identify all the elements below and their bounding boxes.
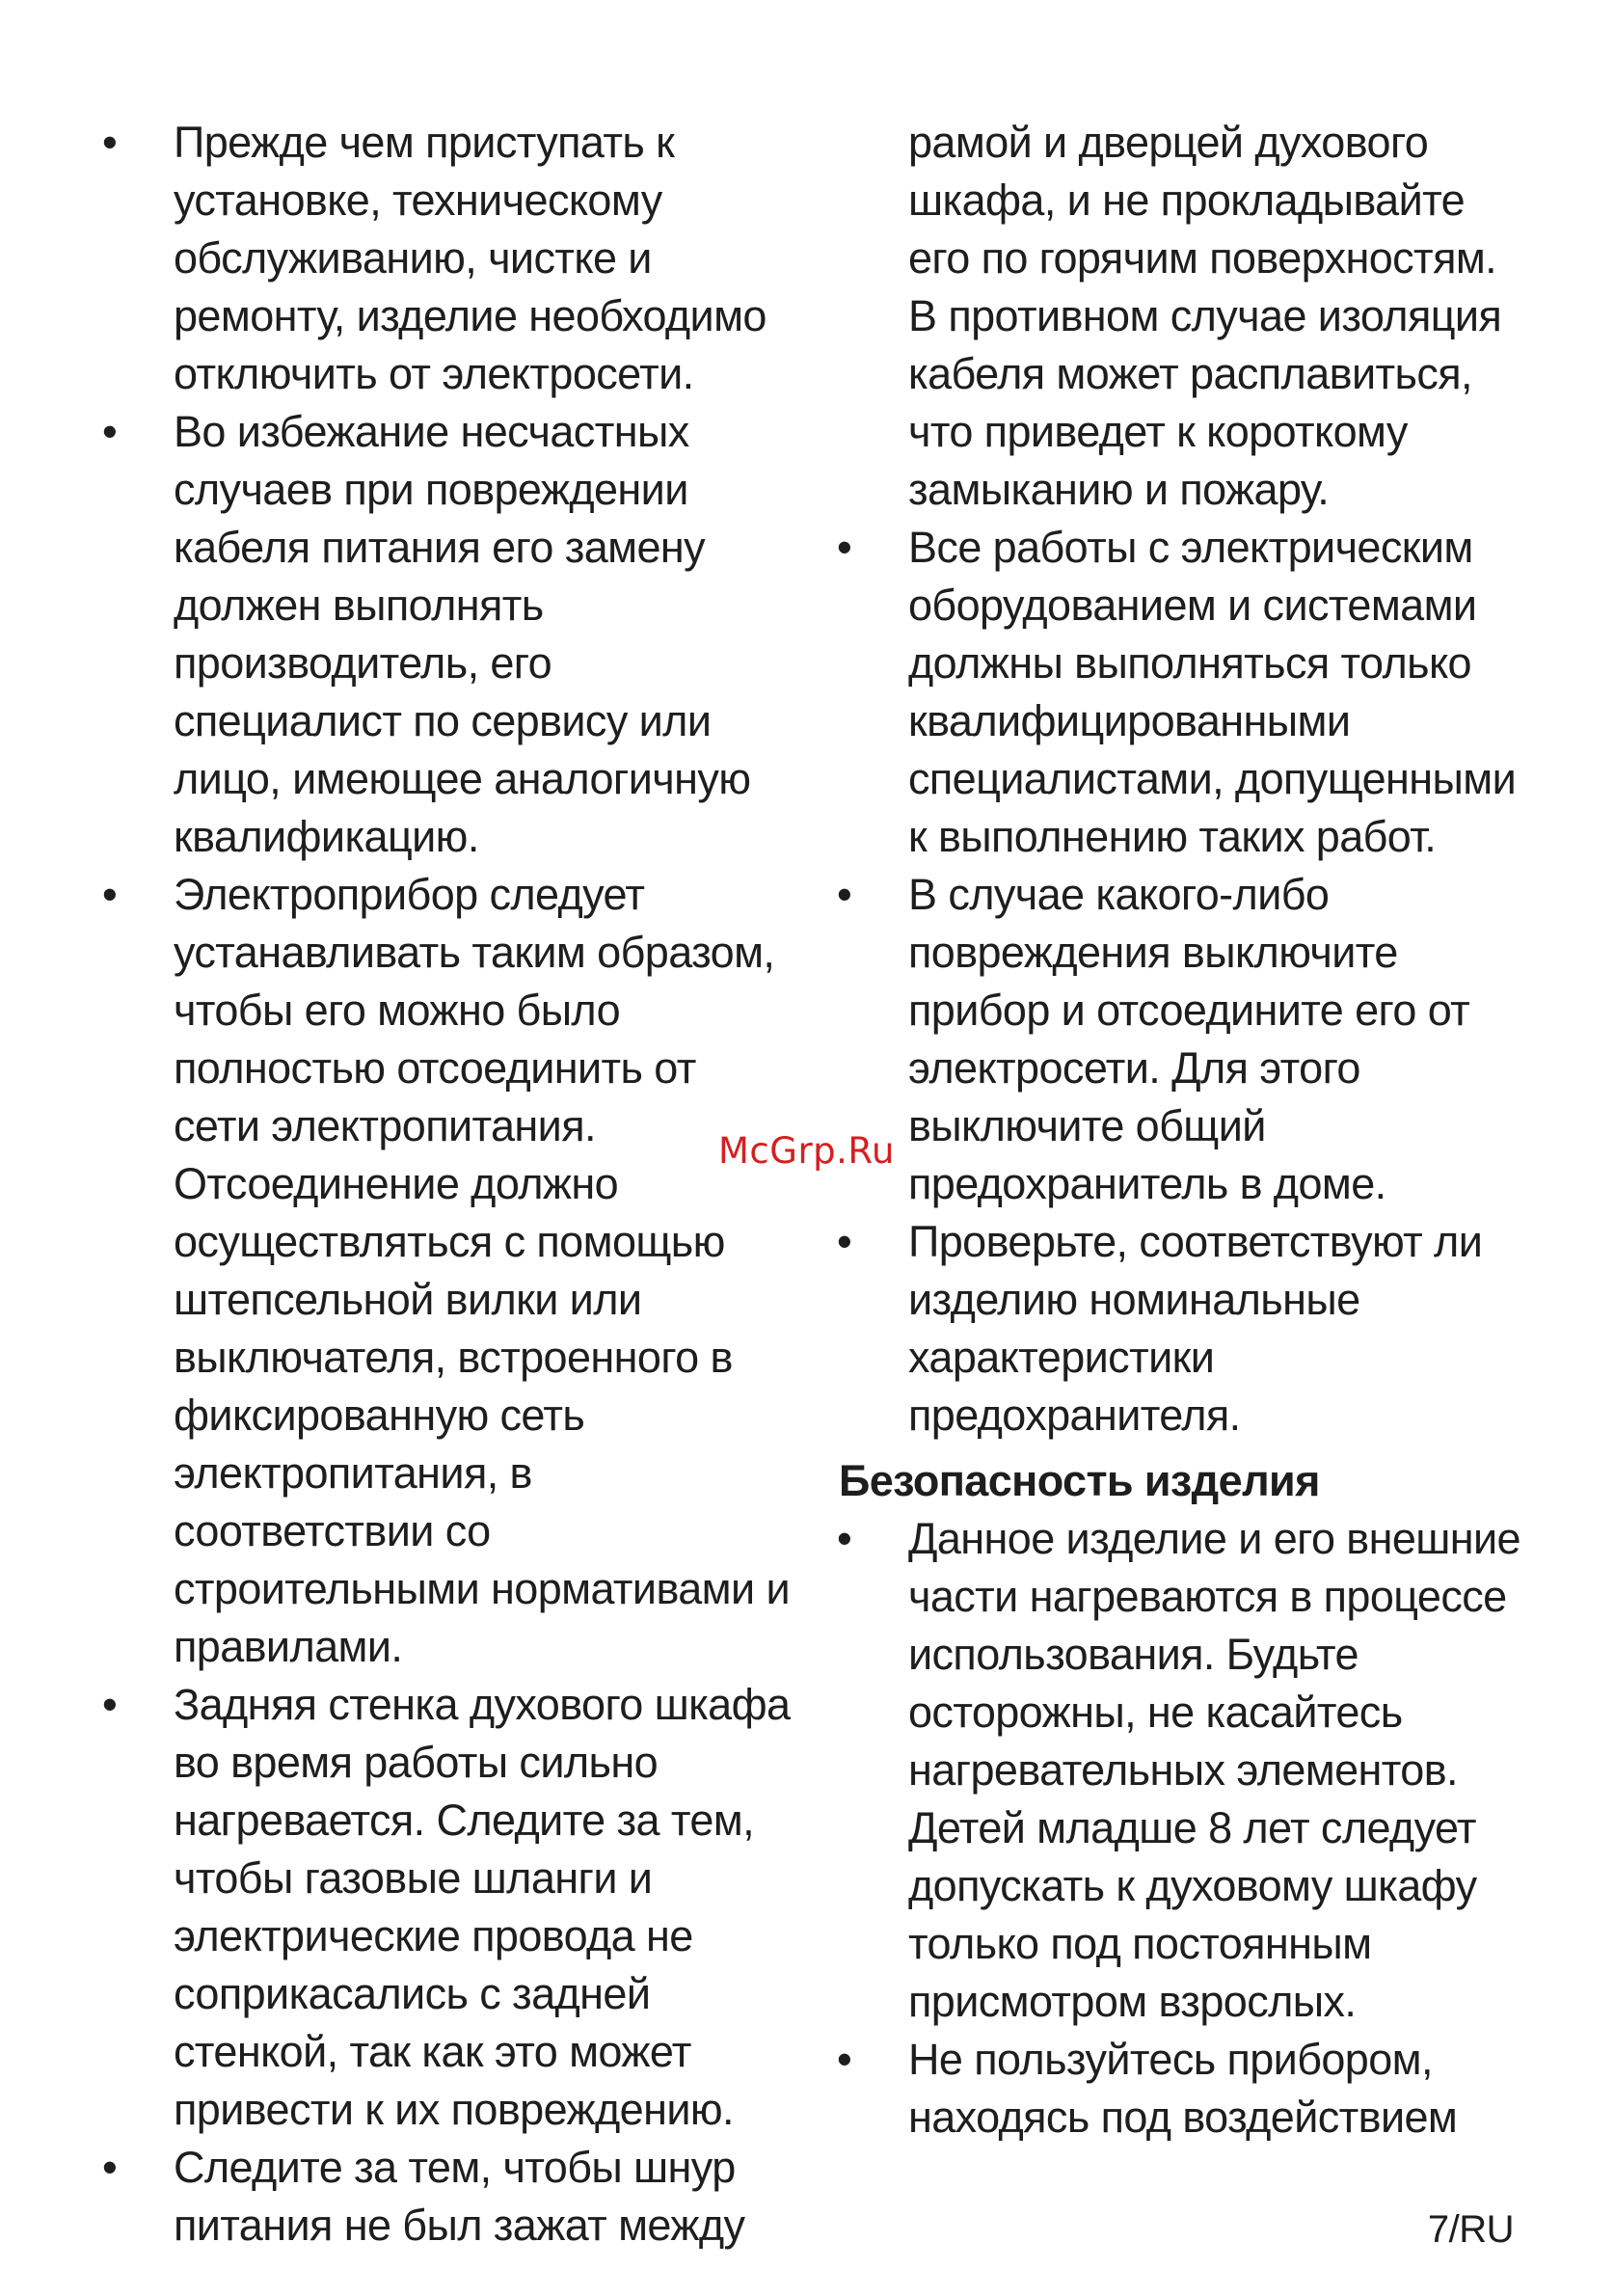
list-item: • Во избежание несчастных случаев при повреждении кабеля питания его замену должен выполнять производитель, его специалист по сервису или лицо, имеющее аналогичную квалификацию. bbox=[96, 403, 791, 866]
list-item: • В случае какого-либо повреждения выключите прибор и отсоедините его от электросети. Для этого выключите общий предохранитель в доме. bbox=[831, 866, 1535, 1213]
left-bullet-list bbox=[96, 114, 791, 2255]
list-item: • Следите за тем, чтобы шнур питания не был зажат между bbox=[96, 2139, 791, 2255]
list-item: • Проверьте, соответствуют ли изделию номинальные характеристики предохранителя. bbox=[831, 1213, 1535, 1445]
list-item: • Все работы с электрическим оборудованием и системами должны выполняться только квалифицированными специалистами, допущенными к выполнению таких работ. bbox=[831, 519, 1535, 866]
list-item: • Прежде чем приступать к установке, техническому обслуживанию, чистке и ремонту, изделие необходимо отключить от электросети. bbox=[96, 114, 791, 403]
list-item: • Электроприбор следует устанавливать таким образом, чтобы его можно было полностью отсоединить от сети электропитания. Отсоединение должно осуществляться с помощью штепсельной вилки или выключателя, встроенного в фиксированную сеть электропитания, в соответствии со строительными нормативами и правилами. bbox=[96, 866, 791, 1676]
list-item: • Задняя стенка духового шкафа во время работы сильно нагревается. Следите за тем, чтобы газовые шланги и электрические провода не соприкасались с задней стенкой, так как это может привести к их повреждению. bbox=[96, 1676, 791, 2139]
continued-text: рамой и дверцей духового шкафа, и не прокладывайте его по горячим поверхностям. В противном случае изоляция кабеля может расплавиться, что приведет к короткому замыканию и пожару. bbox=[908, 118, 1502, 514]
product-safety-list bbox=[831, 1510, 1535, 2147]
right-column bbox=[831, 114, 1535, 2147]
section-heading: Безопасность изделия bbox=[839, 1456, 1320, 1505]
page-number: 7/RU bbox=[1427, 2208, 1514, 2251]
list-item: • Данное изделие и его внешние части нагреваются в процессе использования. Будьте осторожны, не касайтесь нагревательных элементов. Детей младше 8 лет следует допускать к духовому шкафу только под постоянным присмотром взрослых. bbox=[831, 1510, 1535, 2031]
watermark: McGrp.Ru bbox=[718, 1130, 895, 1172]
right-bullet-list bbox=[831, 519, 1535, 1445]
list-item: • Не пользуйтесь прибором, находясь под воздействием bbox=[831, 2031, 1535, 2147]
left-column bbox=[96, 114, 791, 2255]
